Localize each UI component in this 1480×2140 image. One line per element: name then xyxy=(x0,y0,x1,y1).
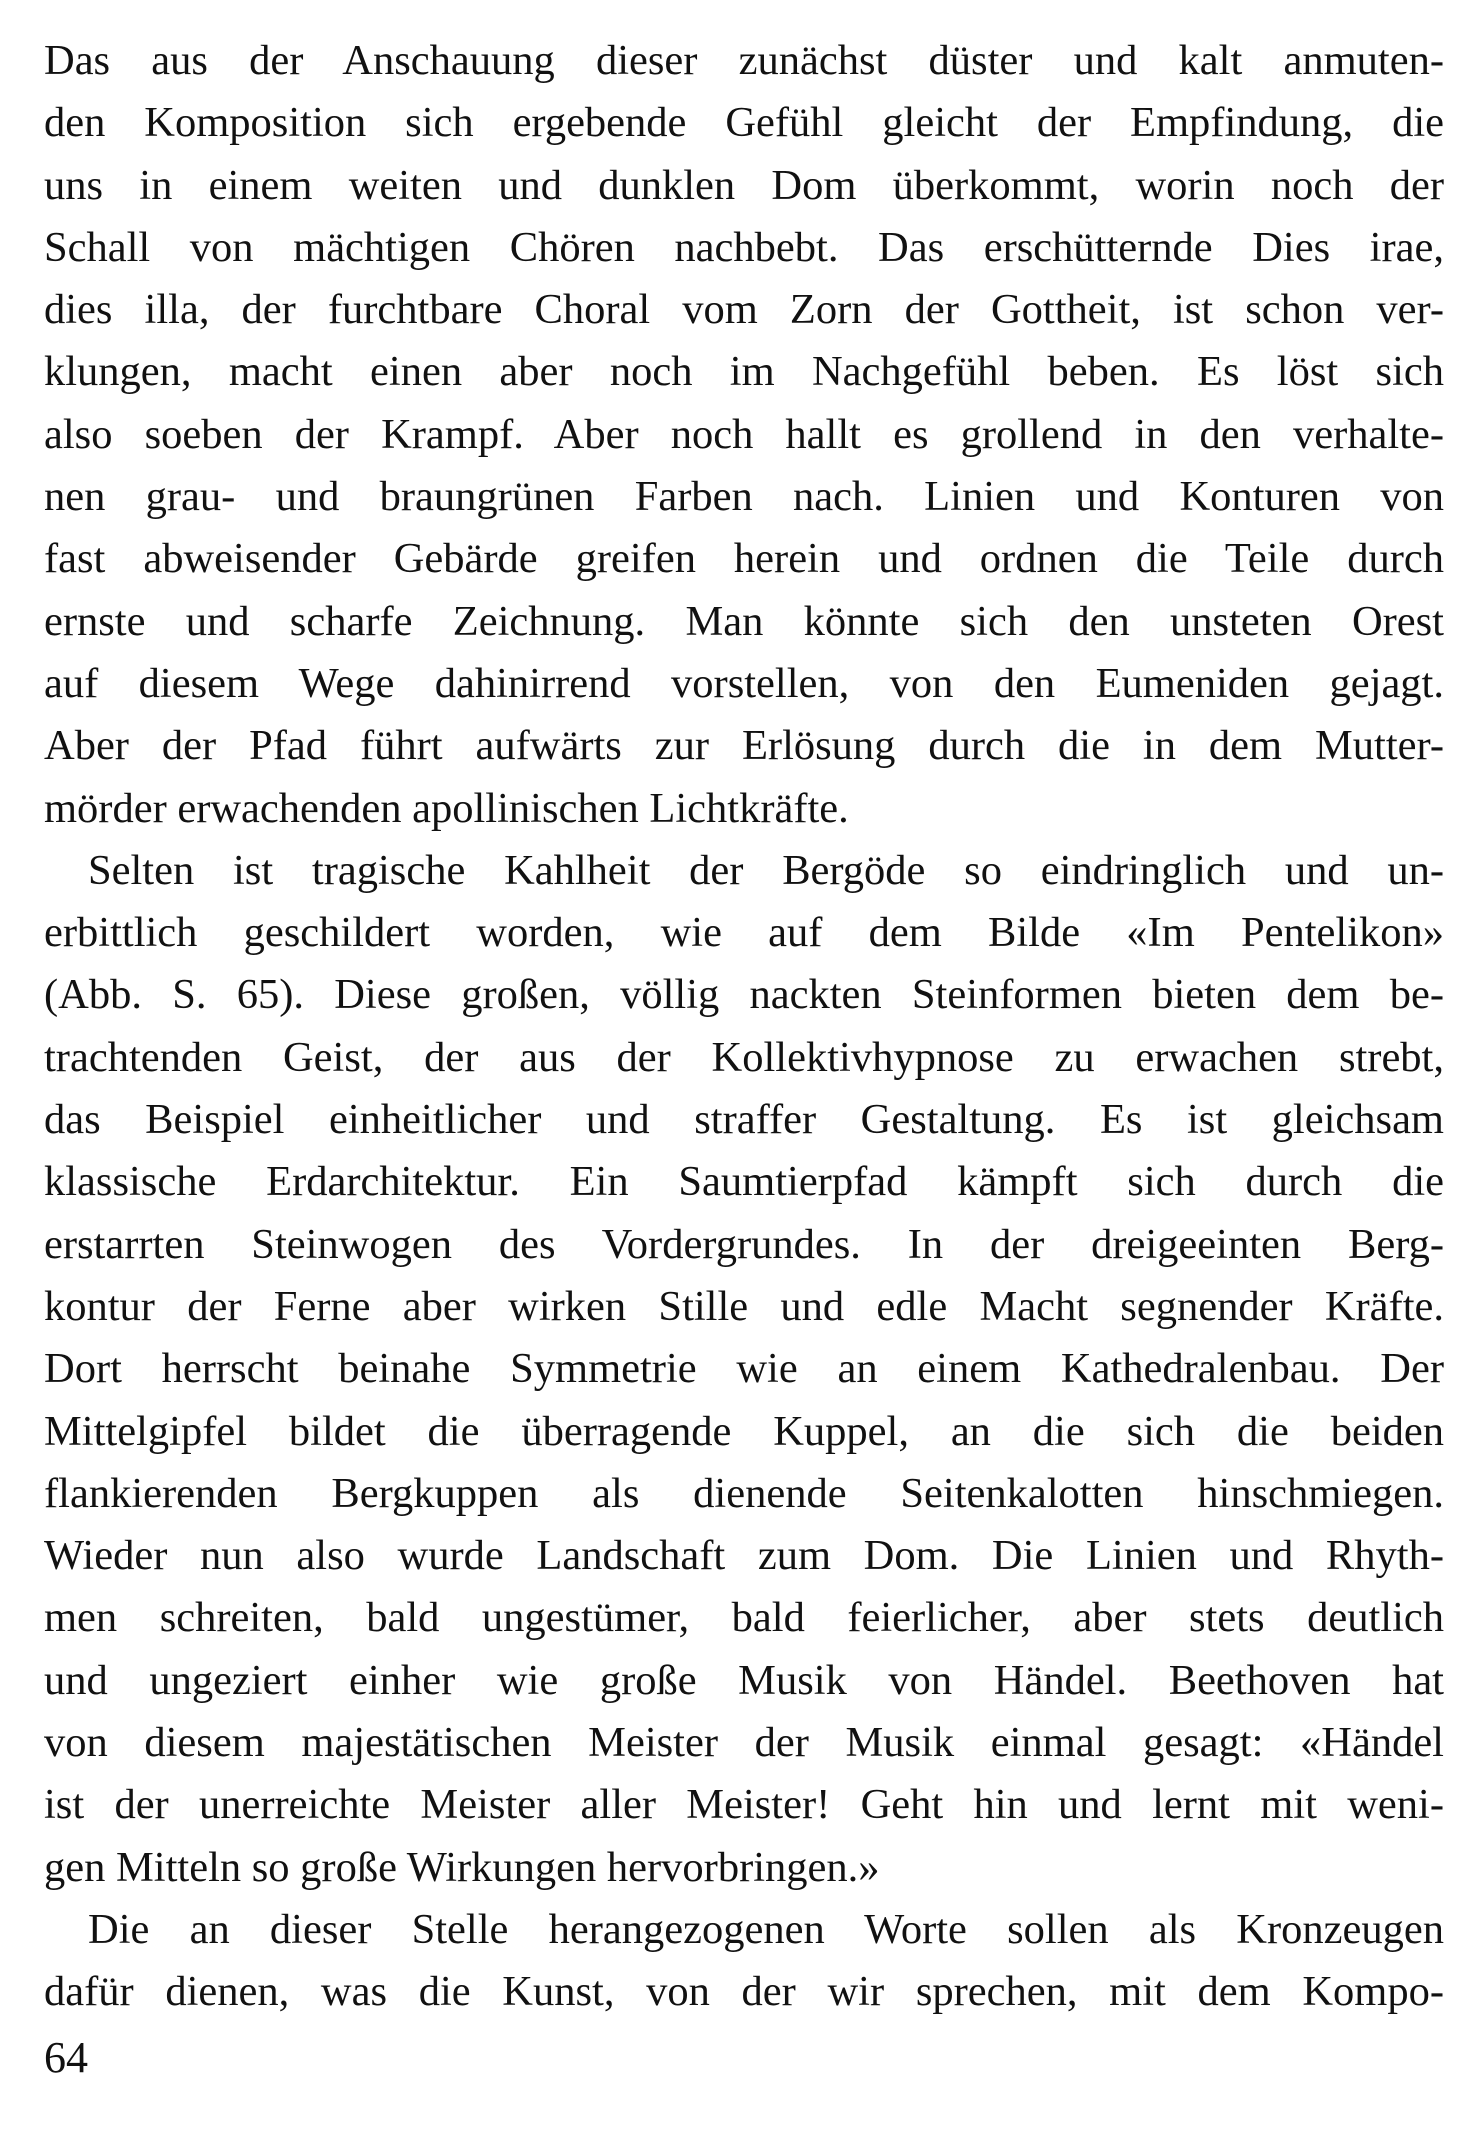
text-line: Die an dieser Stelle herangezogenen Worte sollen als Kronzeugen xyxy=(88,1905,1444,1953)
text-line: den Komposition sich ergebende Gefühl gleicht der Empfindung, die xyxy=(44,99,1444,147)
text-line: gen Mitteln so große Wirkungen hervorbringen.» xyxy=(44,1843,880,1891)
text-line: nen grau- und braungrünen Farben nach. Linien und Konturen von xyxy=(44,473,1444,521)
text-line: dafür dienen, was die Kunst, von der wir sprechen, mit dem Kompo- xyxy=(44,1968,1444,2016)
text-line: auf diesem Wege dahinirrend vorstellen, von den Eumeniden gejagt. xyxy=(44,659,1444,707)
text-line: Selten ist tragische Kahlheit der Bergöde so eindringlich und un- xyxy=(88,846,1444,894)
text-line: das Beispiel einheitlicher und straffer Gestaltung. Es ist gleichsam xyxy=(44,1096,1444,1144)
page-number: 64 xyxy=(44,2033,88,2082)
text-line: klassische Erdarchitektur. Ein Saumtierpfad kämpft sich durch die xyxy=(44,1158,1444,1206)
text-line: Mittelgipfel bildet die überragende Kuppel, an die sich die beiden xyxy=(44,1407,1444,1455)
text-line: Wieder nun also wurde Landschaft zum Dom. Die Linien und Rhyth- xyxy=(44,1532,1444,1580)
text-line: Schall von mächtigen Chören nachbebt. Das erschütternde Dies irae, xyxy=(44,223,1444,271)
text-line: ernste und scharfe Zeichnung. Man könnte sich den unsteten Orest xyxy=(44,597,1444,645)
text-line: flankierenden Bergkuppen als dienende Seitenkalotten hinschmiegen. xyxy=(44,1469,1444,1517)
text-line: von diesem majestätischen Meister der Musik einmal gesagt: «Händel xyxy=(44,1719,1444,1767)
paragraph-3 xyxy=(44,1899,1444,2024)
text-line: men schreiten, bald ungestümer, bald feierlicher, aber stets deutlich xyxy=(44,1594,1444,1642)
paragraph-2 xyxy=(44,840,1444,1899)
text-line: klungen, macht einen aber noch im Nachgefühl beben. Es löst sich xyxy=(44,348,1444,396)
text-line: ist der unerreichte Meister aller Meister! Geht hin und lernt mit weni- xyxy=(44,1781,1444,1829)
text-line: (Abb. S. 65). Diese großen, völlig nackten Steinformen bieten dem be- xyxy=(44,971,1444,1019)
text-line: Das aus der Anschauung dieser zunächst düster und kalt anmuten- xyxy=(44,37,1444,84)
text-line: Aber der Pfad führt aufwärts zur Erlösung durch die in dem Mutter- xyxy=(44,722,1444,770)
text-line: trachtenden Geist, der aus der Kollektivhypnose zu erwachen strebt, xyxy=(44,1033,1444,1081)
body-text xyxy=(44,30,1444,2024)
text-line: fast abweisender Gebärde greifen herein und ordnen die Teile durch xyxy=(44,535,1444,583)
text-line: kontur der Ferne aber wirken Stille und edle Macht segnender Kräfte. xyxy=(44,1282,1444,1330)
text-line: uns in einem weiten und dunklen Dom überkommt, worin noch der xyxy=(44,161,1444,209)
text-line: Dort herrscht beinahe Symmetrie wie an einem Kathedralenbau. Der xyxy=(44,1345,1444,1393)
paragraph-1 xyxy=(44,30,1444,840)
text-line: erbittlich geschildert worden, wie auf dem Bilde «Im Pentelikon» xyxy=(44,909,1444,957)
text-line: mörder erwachenden apollinischen Lichtkräfte. xyxy=(44,784,849,832)
text-line: also soeben der Krampf. Aber noch hallt es grollend in den verhalte- xyxy=(44,410,1444,458)
text-line: dies illa, der furchtbare Choral vom Zorn der Gottheit, ist schon ver- xyxy=(44,286,1444,334)
text-line: und ungeziert einher wie große Musik von Händel. Beethoven hat xyxy=(44,1656,1444,1704)
text-line: erstarrten Steinwogen des Vordergrundes. In der dreigeeinten Berg- xyxy=(44,1220,1444,1268)
